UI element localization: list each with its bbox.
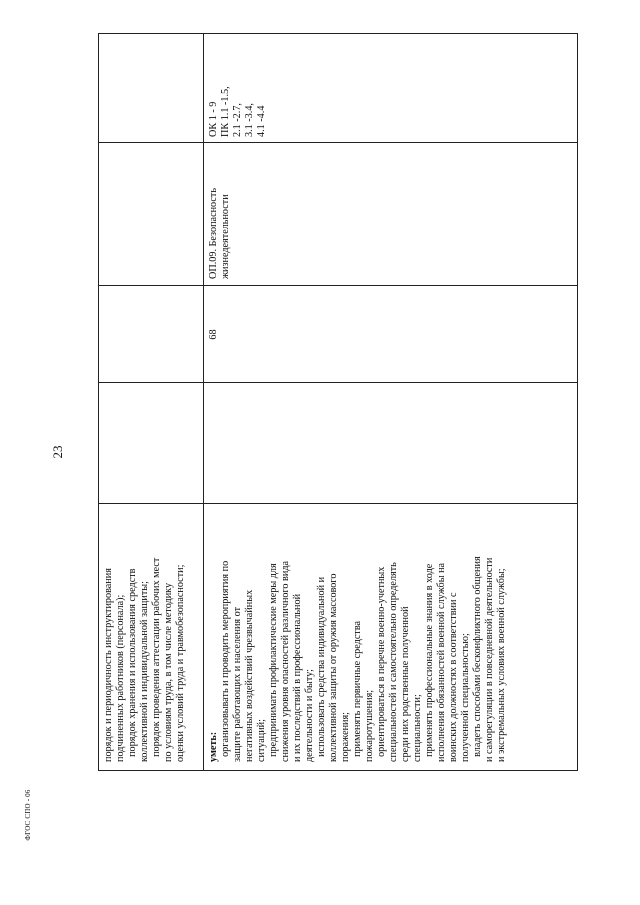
column-divider [99,503,577,504]
skill-line: поражения; [340,711,351,762]
skill-line: и саморегуляции в повседневной деятельности [484,557,495,762]
skill-line: исполнения обязанностей военной службы на [436,562,447,762]
footer-standard-code: ФГОС СПО - 06 [24,789,32,841]
page-number: 23 [50,445,65,459]
knowledge-line: коллективной и индивидуальной защиты; [139,581,150,762]
knowledge-line: порядок и периодичность инструктирования [103,568,114,762]
skills-label: уметь: [208,731,219,762]
skill-line: защите работающих и населения от [232,606,243,762]
discipline-title-line: ОП.09. Безопасность [208,187,219,279]
competency-code: 2.1 -2.7, [232,103,243,137]
knowledge-line: по условиям труда, в том числе методику [163,582,174,762]
table-container [98,33,578,771]
skill-line: предпринимать профилактические меры для [268,563,279,762]
competency-code: ОК 1 - 9 [208,101,219,137]
skill-line: среди них родственные полученной [400,606,411,762]
skill-line: использовать средства индивидуальной и [316,576,327,762]
hours-value: 68 [208,329,219,340]
skill-line: негативных воздействий чрезвычайных [244,589,255,762]
knowledge-line: подчиненных работников (персонала); [115,594,126,762]
knowledge-line: оценки условий труда и травмобезопасности; [175,564,186,762]
skill-line: воинских должностях в соответствии с [448,592,459,762]
row-divider [203,34,204,770]
column-divider [99,142,577,143]
knowledge-line: порядок проведения аттестации рабочих мест [151,557,162,762]
skill-line: коллективной защиты от оружия массового [328,573,339,762]
knowledge-line: порядок хранения и использования средств [127,568,138,762]
skill-line: и их последствий в профессиональной [292,593,303,762]
skill-line: владеть способами бесконфликтного общения [472,556,483,762]
skill-line: полученной специальностью; [460,633,471,762]
skill-line: специальности; [412,694,423,762]
skill-line: применять первичные средства [352,620,363,762]
curriculum-table [98,33,578,771]
skill-line: ориентироваться в перечне военно-учетных [376,566,387,762]
skill-line: пожаротушения; [364,689,375,762]
competency-code: 4.1 -4.4 [256,105,267,137]
competency-code: ПК 1.1 -1.5, [220,86,231,137]
skill-line: применять профессиональные знания в ходе [424,563,435,762]
skill-line: и экстремальных условиях военной службы; [496,568,507,762]
skill-line: снижения уровня опасностей различного вида [280,560,291,762]
skill-line: специальностей и самостоятельно определять [388,562,399,762]
column-divider [99,285,577,286]
skill-line: организовывать и проводить мероприятия по [220,560,231,762]
competency-code: 3.1 -3.4, [244,103,255,137]
skill-line: деятельности и быту; [304,668,315,762]
column-divider [99,382,577,383]
discipline-title-line: жизнедеятельности [220,194,231,279]
skill-line: ситуаций; [256,719,267,762]
